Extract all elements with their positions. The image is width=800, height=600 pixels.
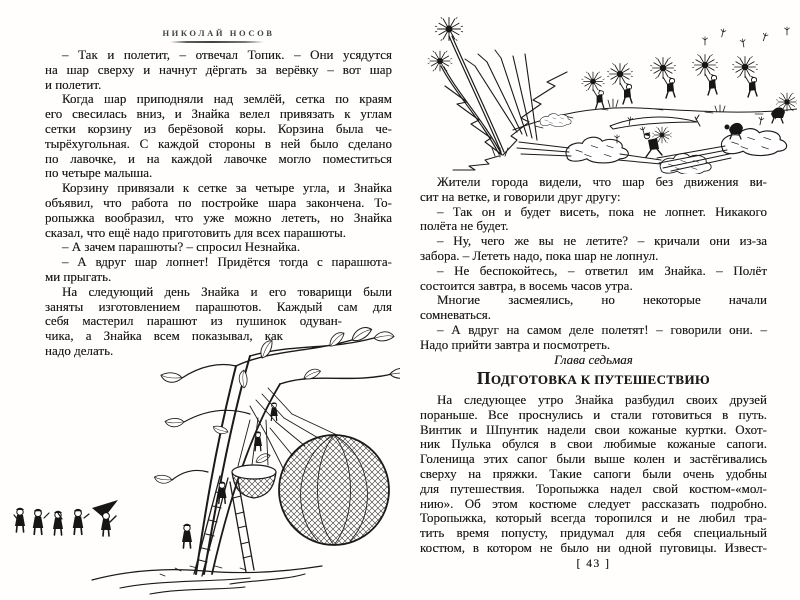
left-page-text xyxy=(45,48,392,359)
text-line: Когда шар приподняли над землёй, сетка по краям xyxy=(62,91,392,107)
text-line: сверху на пряжки. Такие сапоги были очень удобны xyxy=(420,465,767,481)
chapter-title: ПОДГОТОВКА К ПУТЕШЕСТВИЮ xyxy=(476,368,711,388)
text-line: пораньше. Все проснулись и стали готовиться в путь. xyxy=(420,406,767,422)
text-line: на шар сверху и начнут дёргать за верёвку – вот шар xyxy=(45,61,392,77)
text-line: Корзину привязали к сетке за четыре угла, и Знайка xyxy=(62,180,392,196)
text-line: и полетит. xyxy=(45,76,102,92)
dandelion-field-illustration xyxy=(405,2,797,174)
text-line: ропыжка вообразил, что уже можно лететь, но Знайка xyxy=(45,209,392,225)
text-line: – Так он и будет висеть, пока не лопнет. Никакого xyxy=(437,203,767,219)
text-line: Надо прийти завтра и посмотреть. xyxy=(420,336,611,352)
text-line: – А зачем парашюты? – спросил Незнайка. xyxy=(62,239,301,255)
right-page-text-bottom xyxy=(420,393,767,556)
text-line: по лавочке, и на каждой лавочке могло поместиться xyxy=(45,150,392,166)
runner-figure xyxy=(644,127,672,157)
chapter-kicker: Глава седьмая xyxy=(554,352,633,367)
text-line: его свесилась вниз, и Знайка велел привязать к углам xyxy=(45,106,392,122)
text-line: ник Пулька обулся в свои любимые кожаные сапоги. xyxy=(420,436,767,452)
balloon-tree-illustration xyxy=(0,322,400,600)
running-header: НИКОЛАЙ НОСОВ xyxy=(162,28,275,38)
text-line: состоится завтра, в восемь часов утра. xyxy=(420,277,633,293)
page-number: [ 43 ] xyxy=(576,558,611,570)
text-line: – Не беспокойтесь, – ответил им Знайка. – Полёт xyxy=(437,262,767,278)
bent-figure xyxy=(771,93,797,123)
text-line: заняты изготовлением парашютов. Каждый сам для xyxy=(45,298,392,314)
text-line: На следующий день Знайка и его товарищи были xyxy=(62,283,392,299)
text-line: забора. – Лететь надо, пока шар не лопнул. xyxy=(420,247,659,263)
text-line: – Ну, чего же вы не летите? – кричали они из-за xyxy=(437,233,767,249)
text-line: сомневаться. xyxy=(420,307,491,323)
text-line: себя мастерил парашют из пушинок одуван- xyxy=(45,313,342,329)
header-rule xyxy=(170,41,264,43)
text-line: костюм, в котором не было ни одной пуговицы. Извест- xyxy=(420,539,767,555)
text-line: для путешествия. Торопыжка надел свой костюм-«мол- xyxy=(420,480,767,496)
text-line: сит на ветке, и говорили друг другу: xyxy=(420,188,621,204)
text-line: Многие засмеялись, но некоторые начали xyxy=(437,292,767,308)
text-line: Торопыжка, который всегда торопился и не любил тра- xyxy=(420,510,767,526)
right-page-text-top xyxy=(420,175,767,353)
text-line: объявил, что работа по постройке шара закончена. То- xyxy=(45,194,392,210)
text-line: – А вдруг на самом деле полетят! – говорили они. – xyxy=(437,321,767,337)
text-line: нию». Об этом костюме следует рассказать подробно. xyxy=(420,495,767,511)
text-line: На следующее утро Знайка разбудил своих друзей xyxy=(437,392,767,407)
text-line: по четыре малыша. xyxy=(45,165,153,181)
text-line: тырёхугольная. С каждой стороны в ней было сделано xyxy=(45,135,392,151)
text-line: ми прыгать. xyxy=(45,268,112,284)
text-line: Винтик и Шпунтик надели свои кожаные куртки. Охот- xyxy=(420,421,767,437)
text-line: надо делать. xyxy=(45,342,114,358)
text-line: полёта не будет. xyxy=(420,218,509,234)
text-line: тить время попусту, придумал для себя специальный xyxy=(420,525,767,541)
text-line: сказал, что ещё надо приготовить для всех парашюты. xyxy=(45,224,346,240)
text-line: сетки корзину из берёзовой коры. Корзина была че- xyxy=(45,120,392,136)
big-hat-figure xyxy=(92,500,118,536)
text-line: – Так и полетит, – отвечал Топик. – Они усядутся xyxy=(62,47,392,62)
text-line: Жители города видели, что шар без движения ви- xyxy=(437,174,767,189)
text-line: Голенища этих сапог были выше колен и застёгивались xyxy=(420,451,767,467)
text-line: чика, а Знайка всем показывал, как xyxy=(45,328,283,344)
text-line: – А вдруг шар лопнет! Придётся тогда с парашюта- xyxy=(62,254,392,270)
